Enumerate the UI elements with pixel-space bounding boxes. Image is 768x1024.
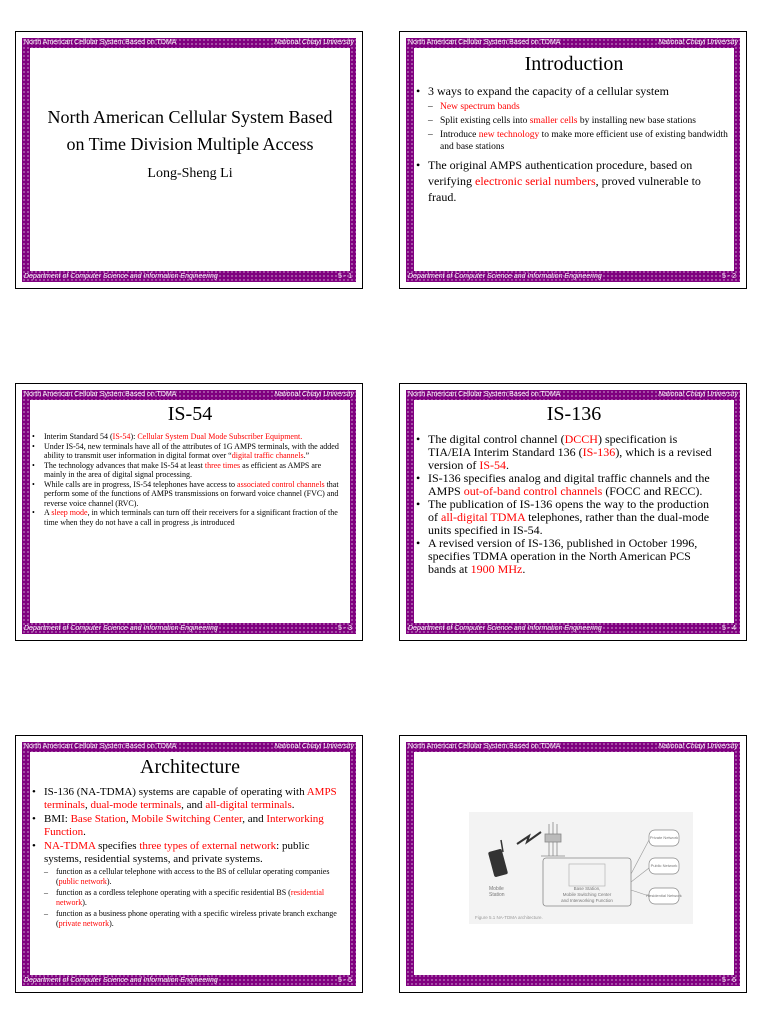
svg-text:and Interworking Function: and Interworking Function xyxy=(561,898,613,903)
slide-content xyxy=(414,752,734,975)
architecture-figure xyxy=(469,812,693,924)
bullet-item: • IS-136 specifies analog and digital traffic channels and the AMPS out-of-band control channels (FOCC and RECC). xyxy=(414,472,720,498)
bullet-item: • A revised version of IS-136, published in October 1996, specifies TDMA operation in the North American PCS bands at 1900 MHz. xyxy=(414,537,720,576)
slide-6 xyxy=(399,735,747,993)
slide-3 xyxy=(15,383,363,641)
mobile-station-label: Station xyxy=(489,892,505,898)
author: Long-Sheng Li xyxy=(147,166,233,181)
sub-bullet-item: – function as a cellular telephone with access to the BS of cellular operating companies (public network). xyxy=(44,867,342,886)
slide-content xyxy=(30,48,350,271)
slide-content xyxy=(30,400,350,623)
bullet-item: • The digital control channel (DCCH) specification is TIA/EIA Interim Standard 136 (IS-136), which is a revised version of IS-54. xyxy=(414,433,720,472)
bullet-item: • A sleep mode, in which terminals can turn off their receivers for a significant fraction of the time when they do not have a call in progress ,is introduced xyxy=(30,508,340,527)
slide-header: North American Cellular System Based on TDMA National Chiayi University xyxy=(408,743,738,750)
slide-number: 5 - 3 xyxy=(337,625,352,632)
svg-text:Base Station,: Base Station, xyxy=(573,886,601,891)
mobile-station-label: Mobile xyxy=(489,886,504,892)
slide-frame xyxy=(22,390,356,634)
slide-footer: Department of Computer Science and Information Engineering 5 - 3 xyxy=(24,625,352,632)
sub-bullet-item: – Split existing cells into smaller cells by installing new base stations xyxy=(428,115,728,127)
bullet-list xyxy=(414,433,734,576)
base-station-tower-icon xyxy=(541,822,565,856)
slide-content xyxy=(414,48,734,271)
slide-title: IS-54 xyxy=(167,403,213,425)
slide-number: 5 - 5 xyxy=(337,977,352,984)
bullet-item: • The publication of IS-136 opens the way to the production of all-digital TDMA telephones, rather than the dual-mode units specified in IS-54. xyxy=(414,498,720,537)
bullet-item: • IS-136 (NA-TDMA) systems are capable of operating with AMPS terminals, dual-mode terminals, and all-digital terminals. xyxy=(30,786,342,811)
slide-frame xyxy=(406,38,740,282)
bullet-list xyxy=(30,786,350,928)
bullet-item: • Under IS-54, new terminals have all of the attributes of 1G AMPS terminals, with the added ability to transmit user information in digital format over “digital traffic channels.” xyxy=(30,442,340,461)
slide-number: 5 - 4 xyxy=(721,625,736,632)
slide-content xyxy=(414,400,734,623)
slide-frame xyxy=(406,390,740,634)
slide-title: Introduction xyxy=(524,53,624,75)
slide-footer xyxy=(406,975,740,986)
slide-header: North American Cellular System Based on TDMA National Chiayi University xyxy=(24,39,354,46)
slide-5 xyxy=(15,735,363,993)
svg-text:Mobile Switching Center: Mobile Switching Center xyxy=(562,892,612,897)
slide-footer: Department of Computer Science and Information Engineering 5 - 5 xyxy=(24,977,352,984)
slide-4 xyxy=(399,383,747,641)
sub-bullet-list xyxy=(44,867,342,928)
slide-1 xyxy=(15,31,363,289)
slide-title: IS-136 xyxy=(546,403,602,425)
bullet-list xyxy=(414,83,734,205)
bullet-list xyxy=(30,432,350,527)
slide-title: North American Cellular System Based on Time Division Multiple Access xyxy=(47,107,333,154)
slide-2 xyxy=(399,31,747,289)
slide-footer: Department of Computer Science and Information Engineering 5 - 1 xyxy=(24,273,352,280)
architecture-diagram xyxy=(469,812,693,924)
wireless-link-icon xyxy=(517,832,541,844)
slide-header: North American Cellular System Based on TDMA National Chiayi University xyxy=(408,391,738,398)
figure-caption: Figure 5.1 NA-TDMA architecture. xyxy=(475,915,543,920)
mobile-phone-icon xyxy=(488,840,508,877)
bullet-item: • 3 ways to expand the capacity of a cellular system – New spectrum bands – Split existing cells into smaller cells by installing new base stations – Introduce new technology to make more efficient use of existing bandwidth and base stations xyxy=(414,83,728,153)
slide-frame xyxy=(406,742,740,986)
bullet-item: • While calls are in progress, IS-54 telephones have access to associated control channels that perform some of the functions of AMPS transmissions on forward voice channel (FVC) and reverse voice channel (RVC). xyxy=(30,480,340,509)
slide-number: 5 - 2 xyxy=(721,273,736,280)
slide-header: North American Cellular System Based on TDMA National Chiayi University xyxy=(24,743,354,750)
bullet-item: • The technology advances that make IS-54 at least three times as efficient as AMPS are mainly in the area of digital signal processing. xyxy=(30,461,340,480)
slide-content xyxy=(30,752,350,975)
sub-bullet-item: – function as a cordless telephone operating with a specific residential BS (residential network). xyxy=(44,888,342,907)
bullet-item: • The original AMPS authentication procedure, based on verifying electronic serial numbers, proved vulnerable to fraud. xyxy=(414,157,728,205)
bullet-item: • Interim Standard 54 (IS-54): Cellular System Dual Mode Subscriber Equipment. xyxy=(30,432,340,442)
svg-text:Private Network: Private Network xyxy=(649,835,679,840)
slide-number: 5 - 6 xyxy=(721,977,736,984)
sub-bullet-list xyxy=(428,101,728,153)
slide-footer: Department of Computer Science and Information Engineering 5 - 4 xyxy=(408,625,736,632)
slide-frame xyxy=(22,742,356,986)
bullet-item: • NA-TDMA specifies three types of external network: public systems, residential systems, and private systems. – function as a cellular telephone with access to the BS of cellular operating companies (public network). – function as a cordless telephone operating with a specific residential BS (residential network). – function as a business phone operating with a specific wireless private branch exchange (private network). xyxy=(30,840,342,928)
bullet-item: • BMI: Base Station, Mobile Switching Center, and Interworking Function. xyxy=(30,813,342,838)
slide-header: North American Cellular System Based on TDMA National Chiayi University xyxy=(24,391,354,398)
slide-header: North American Cellular System Based on TDMA National Chiayi University xyxy=(408,39,738,46)
sub-bullet-item: – New spectrum bands xyxy=(428,101,728,113)
svg-text:Residential Network: Residential Network xyxy=(646,893,682,898)
slide-footer: Department of Computer Science and Information Engineering 5 - 2 xyxy=(408,273,736,280)
sub-bullet-item: – Introduce new technology to make more efficient use of existing bandwidth and base stations xyxy=(428,129,728,153)
slide-frame xyxy=(22,38,356,282)
svg-text:Public Network: Public Network xyxy=(650,863,678,868)
slide-title: Architecture xyxy=(140,756,240,778)
slide-number: 5 - 1 xyxy=(337,273,352,280)
sub-bullet-item: – function as a business phone operating with a specific wireless private branch exchange (private network). xyxy=(44,909,342,928)
